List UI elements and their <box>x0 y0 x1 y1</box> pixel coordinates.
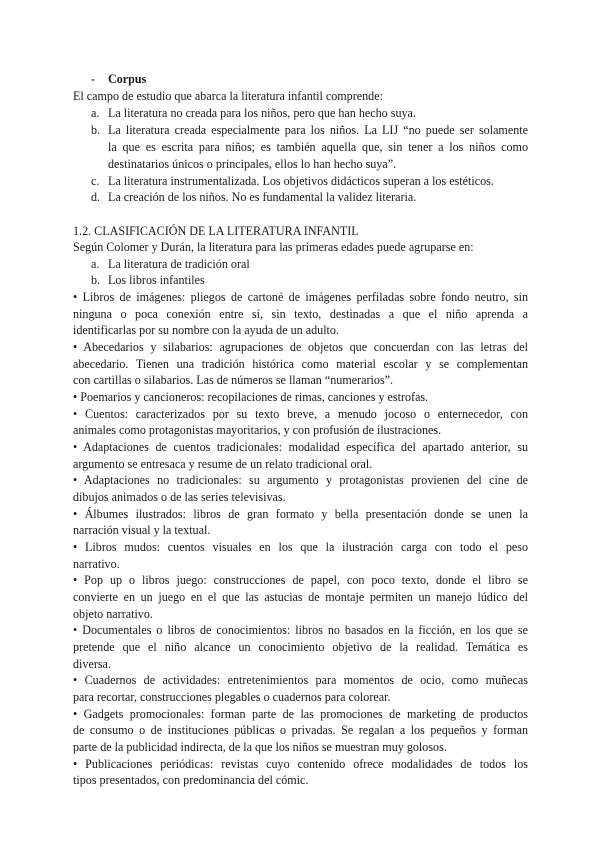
bullet-documentales-line-1: • Documentales o libros de conocimientos: libros no basados en la ficción, en los que se <box>73 623 528 637</box>
group-b-text: Los libros infantiles <box>108 273 205 287</box>
corpus-item-c-text: La literatura instrumentalizada. Los objetivos didácticos superan a los estéticos. <box>108 174 494 188</box>
bullet-documentales-line-3: diversa. <box>73 657 111 671</box>
bullet-albumes-line-1: • Álbumes ilustrados: libros de gran formato y bella presentación donde se unen la <box>73 507 528 521</box>
bullet-adaptaciones-tradicionales-line-1: • Adaptaciones de cuentos tradicionales: modalidad específica del apartado anterior, su <box>73 440 528 454</box>
corpus-dash: - <box>91 72 96 86</box>
bullet-documentales-line-2: pretende que el niño alcance un conocimiento objetivo de la realidad. Temática es <box>73 640 528 654</box>
corpus-item-b-line-3: destinatarios únicos o principales, ellos lo han hecho suya”. <box>108 157 397 171</box>
corpus-item-b-line-1: La literatura creada especialmente para los niños. La LIJ “no puede ser solamente <box>108 123 528 137</box>
corpus-intro: El campo de estudio que abarca la literatura infantil comprende: <box>73 89 383 103</box>
bullet-libros-imagenes-line-3: identificarlas por su nombre con la ayuda de un adulto. <box>73 323 339 337</box>
bullet-pop-up-line-3: objeto narrativo. <box>73 607 153 621</box>
bullet-adaptaciones-tradicionales-line-2: argumento se entresaca y resume de un relato tradicional oral. <box>73 457 373 471</box>
bullet-adaptaciones-no-tradicionales-line-1: • Adaptaciones no tradicionales: su argumento y protagonistas provienen del cine de <box>73 473 528 487</box>
group-a-marker: a. <box>91 257 100 271</box>
bullet-gadgets-line-1: • Gadgets promocionales: forman parte de las promociones de marketing de productos <box>73 707 528 721</box>
bullet-cuadernos-line-1: • Cuadernos de actividades: entretenimientos para momentos de ocio, como muñecas <box>73 673 528 687</box>
bullet-libros-imagenes-line-2: ninguna o poca conexión entre sí, sin texto, destinadas a que el niño aprenda a <box>73 307 528 321</box>
group-a-text: La literatura de tradición oral <box>108 257 250 271</box>
bullet-gadgets-line-2: de consumo o de instituciones públicas o privadas. Se regalan a los pequeños y forman <box>73 723 528 737</box>
bullet-albumes-line-2: narración visual y la textual. <box>73 523 211 537</box>
corpus-item-b-line-2: la que es escrita para niños; es también aquella que, sin tener a los niños como <box>108 140 528 154</box>
bullet-pop-up-line-1: • Pop up o libros juego: construcciones de papel, con poco texto, donde el libro se <box>73 573 528 587</box>
bullet-libros-mudos-line-1: • Libros mudos: cuentos visuales en los que la ilustración carga con todo el peso <box>73 540 528 554</box>
bullet-libros-imagenes-line-1: • Libros de imágenes: pliegos de cartoné de imágenes perfiladas sobre fondo neutro, sin <box>73 290 528 304</box>
corpus-item-a-text: La literatura no creada para los niños, pero que han hecho suya. <box>108 106 416 120</box>
bullet-cuentos-line-1: • Cuentos: caracterizados por su texto breve, a menudo jocoso o enternecedor, con <box>73 407 528 421</box>
bullet-adaptaciones-no-tradicionales-line-2: dibujos animados o de las series televisivas. <box>73 490 286 504</box>
section-title: 1.2. CLASIFICACIÓN DE LA LITERATURA INFANTIL <box>73 224 359 238</box>
corpus-item-a-marker: a. <box>91 106 100 120</box>
bullet-cuadernos-line-2: para recortar, construcciones plegables o cuadernos para colorear. <box>73 690 391 704</box>
bullet-poemarios-line-1: • Poemarios y cancioneros: recopilaciones de rimas, canciones y estrofas. <box>73 390 429 404</box>
corpus-heading: Corpus <box>108 72 147 86</box>
section-intro: Según Colomer y Durán, la literatura para las primeras edades puede agruparse en: <box>73 240 474 254</box>
bullet-abecedarios-line-3: con cartillas o silabarios. Las de números se llaman “numerarios”. <box>73 373 394 387</box>
bullet-publicaciones-line-1: • Publicaciones periódicas: revistas cuyo contenido ofrece modalidades de todos los <box>73 757 528 771</box>
corpus-item-d-marker: d. <box>91 190 101 204</box>
corpus-item-b-marker: b. <box>91 123 101 137</box>
corpus-item-d-text: La creación de los niños. No es fundamental la validez literaria. <box>108 190 417 204</box>
bullet-cuentos-line-2: animales como protagonistas mayoritarios, y con profusión de ilustraciones. <box>73 423 442 437</box>
group-b-marker: b. <box>91 273 101 287</box>
corpus-item-c-marker: c. <box>91 174 100 188</box>
bullet-gadgets-line-3: parte de la publicidad indirecta, de la que los niños se muestran muy golosos. <box>73 740 447 754</box>
bullet-publicaciones-line-2: tipos presentados, con predominancia del cómic. <box>73 773 309 787</box>
bullet-libros-mudos-line-2: narrativo. <box>73 557 120 571</box>
bullet-abecedarios-line-2: abecedario. Tienen una tradición histórica como material escolar y se complementan <box>73 357 528 371</box>
bullet-pop-up-line-2: convierte en un juego en el que las astucias de montaje permiten un manejo lúdico del <box>73 590 528 604</box>
bullet-abecedarios-line-1: • Abecedarios y silabarios: agrupaciones de objetos que concuerdan con las letras del <box>73 340 528 354</box>
